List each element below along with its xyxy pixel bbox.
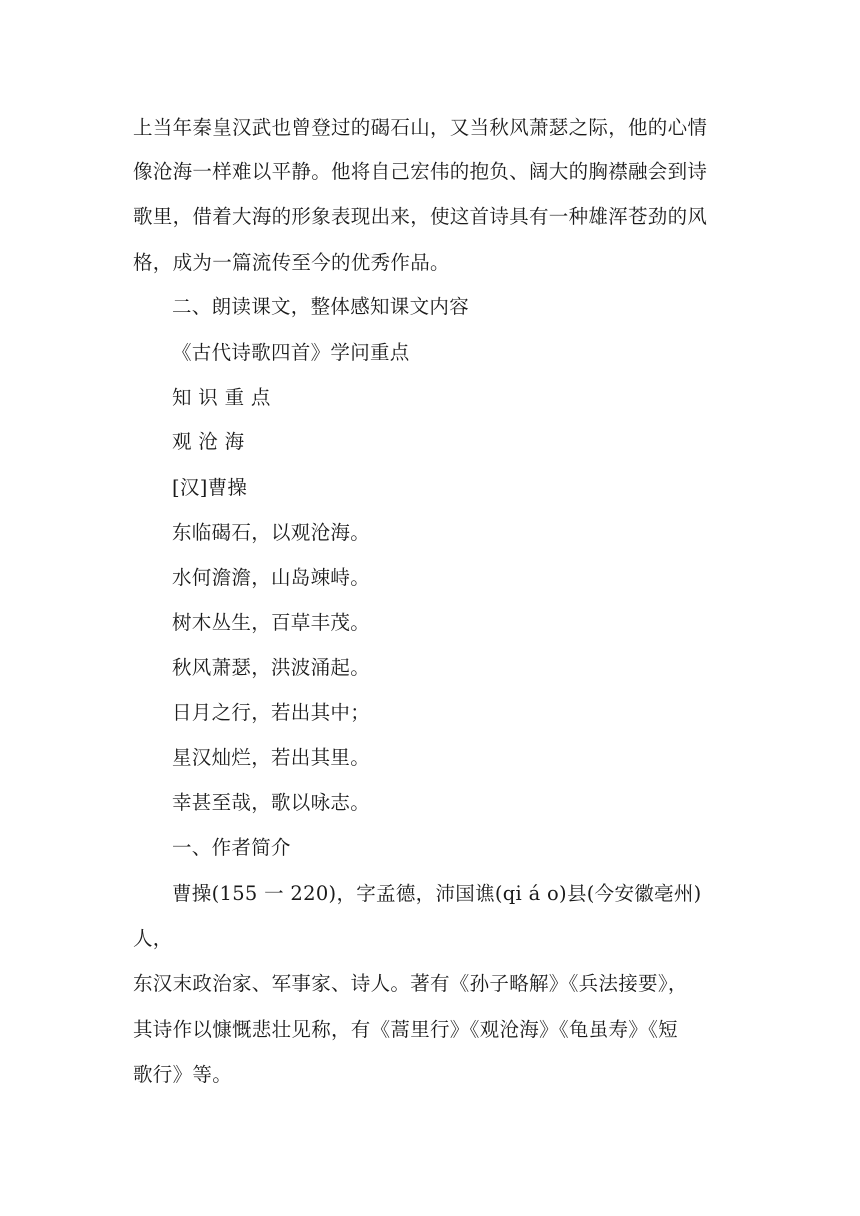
author-intro-line: 曹操(155 一 220)，字孟德，沛国谯(qi á o)县(今安徽亳州) bbox=[172, 882, 702, 905]
section-two-heading: 二、朗读课文，整体感知课文内容 bbox=[172, 295, 470, 318]
section-one-heading: 一、作者简介 bbox=[172, 836, 291, 859]
poem-author: [汉]曹操 bbox=[172, 476, 248, 499]
intro-line: 像沧海一样难以平静。他将自己宏伟的抱负、阔大的胸襟融会到诗 bbox=[133, 160, 708, 183]
poem-line: 星汉灿烂，若出其里。 bbox=[172, 746, 371, 769]
poem-title: 观 沧 海 bbox=[172, 430, 245, 453]
author-intro-line: 其诗作以慷慨悲壮见称，有《蒿里行》《观沧海》《龟虽寿》《短 bbox=[133, 1018, 678, 1041]
poem-line: 树木丛生，百草丰茂。 bbox=[172, 611, 371, 634]
poem-line: 东临碣石，以观沧海。 bbox=[172, 521, 371, 544]
poem-line: 水何澹澹，山岛竦峙。 bbox=[172, 566, 371, 589]
intro-line: 歌里，借着大海的形象表现出来，使这首诗具有一种雄浑苍劲的风 bbox=[133, 205, 708, 228]
author-intro-line: 东汉末政治家、军事家、诗人。著有《孙子略解》《兵法接要》， bbox=[133, 972, 688, 995]
knowledge-label: 知 识 重 点 bbox=[172, 386, 271, 409]
intro-line: 上当年秦皇汉武也曾登过的碣石山，又当秋风萧瑟之际，他的心情 bbox=[133, 116, 708, 139]
poem-line: 秋风萧瑟，洪波涌起。 bbox=[172, 656, 371, 679]
author-intro-line: 歌行》等。 bbox=[133, 1063, 233, 1086]
poem-line: 幸甚至哉，歌以咏志。 bbox=[172, 791, 371, 814]
poem-line: 日月之行，若出其中； bbox=[172, 701, 371, 724]
author-intro-line: 人， bbox=[133, 927, 173, 950]
knowledge-title: 《古代诗歌四首》学问重点 bbox=[172, 341, 410, 364]
intro-line: 格，成为一篇流传至今的优秀作品。 bbox=[133, 251, 450, 274]
